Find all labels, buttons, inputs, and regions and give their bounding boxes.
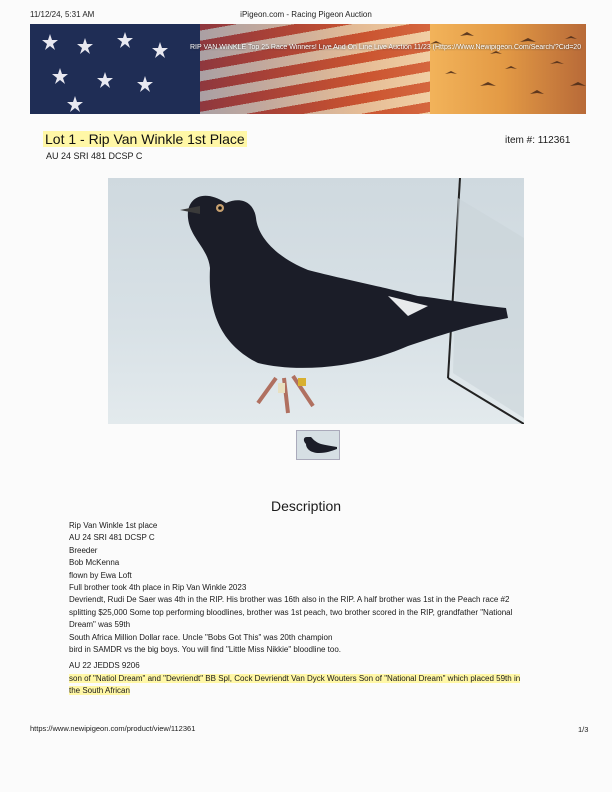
lot-title: Lot 1 - Rip Van Winkle 1st Place	[45, 131, 245, 147]
sire-band: AU 22 JEDDS 9206	[69, 661, 140, 671]
description-line: Breeder	[69, 545, 98, 555]
pigeon-thumbnail-icon	[297, 431, 339, 459]
description-line: Bob McKenna	[69, 558, 120, 568]
print-date: 11/12/24, 5:31 AM	[30, 10, 95, 19]
pigeon-icon	[108, 178, 524, 424]
lot-band-number: AU 24 SRI 481 DCSP C	[46, 151, 143, 161]
description-line: flown by Ewa Loft	[69, 570, 132, 580]
description-line: Dream" was 59th	[69, 620, 131, 630]
banner-link-text[interactable]: RIP VAN WINKLE Top 25 Race Winners! Live And On Line Live Auction 11/23 (Https://Www.Newipigeon.Com/Search/?Cid=20	[190, 44, 582, 51]
description-line: Full brother took 4th place in Rip Van Winkle 2023	[69, 583, 247, 593]
print-page-title: iPigeon.com - Racing Pigeon Auction	[240, 10, 372, 19]
description-body	[69, 520, 569, 698]
description-line: bird in SAMDR vs the big boys. You will find "Little Miss Nikkie" bloodline too.	[69, 645, 342, 655]
footer-url[interactable]: https://www.newipigeon.com/product/view/112361	[30, 724, 196, 733]
sire-pedigree-line: son of "Natiol Dream" and "Devriendt" BB Spl, Cock Devriendt Van Dyck Wouters Son of "National Dream" which placed 59th in	[69, 673, 521, 683]
auction-banner[interactable]	[30, 24, 586, 114]
item-number: item #: 112361	[505, 135, 571, 146]
flag-stars-icon	[30, 24, 200, 114]
flying-pigeons-icon	[410, 24, 586, 114]
pigeon-photo[interactable]	[108, 178, 524, 424]
description-line: AU 24 SRI 481 DCSP C	[69, 533, 155, 543]
description-line: South Africa Million Dollar race. Uncle "Bobs Got This" was 20th champion	[69, 632, 333, 642]
photo-thumbnail[interactable]	[296, 430, 340, 460]
description-line: splitting $25,000 Some top performing bloodlines, brother was 1st peach, two brother scored in the RIP, grandfather "National	[69, 607, 513, 617]
description-line: Rip Van Winkle 1st place	[69, 521, 158, 530]
page-number: 1/3	[578, 725, 589, 734]
description-line: Devriendt, Rudi De Saer was 4th in the RIP. His brother was 16th also in the RIP. A half brother was 1st in the Peach race #2	[69, 595, 510, 605]
description-heading: Description	[270, 498, 342, 514]
sire-pedigree-line: the South African	[69, 686, 130, 696]
flag-stripes	[180, 24, 430, 114]
